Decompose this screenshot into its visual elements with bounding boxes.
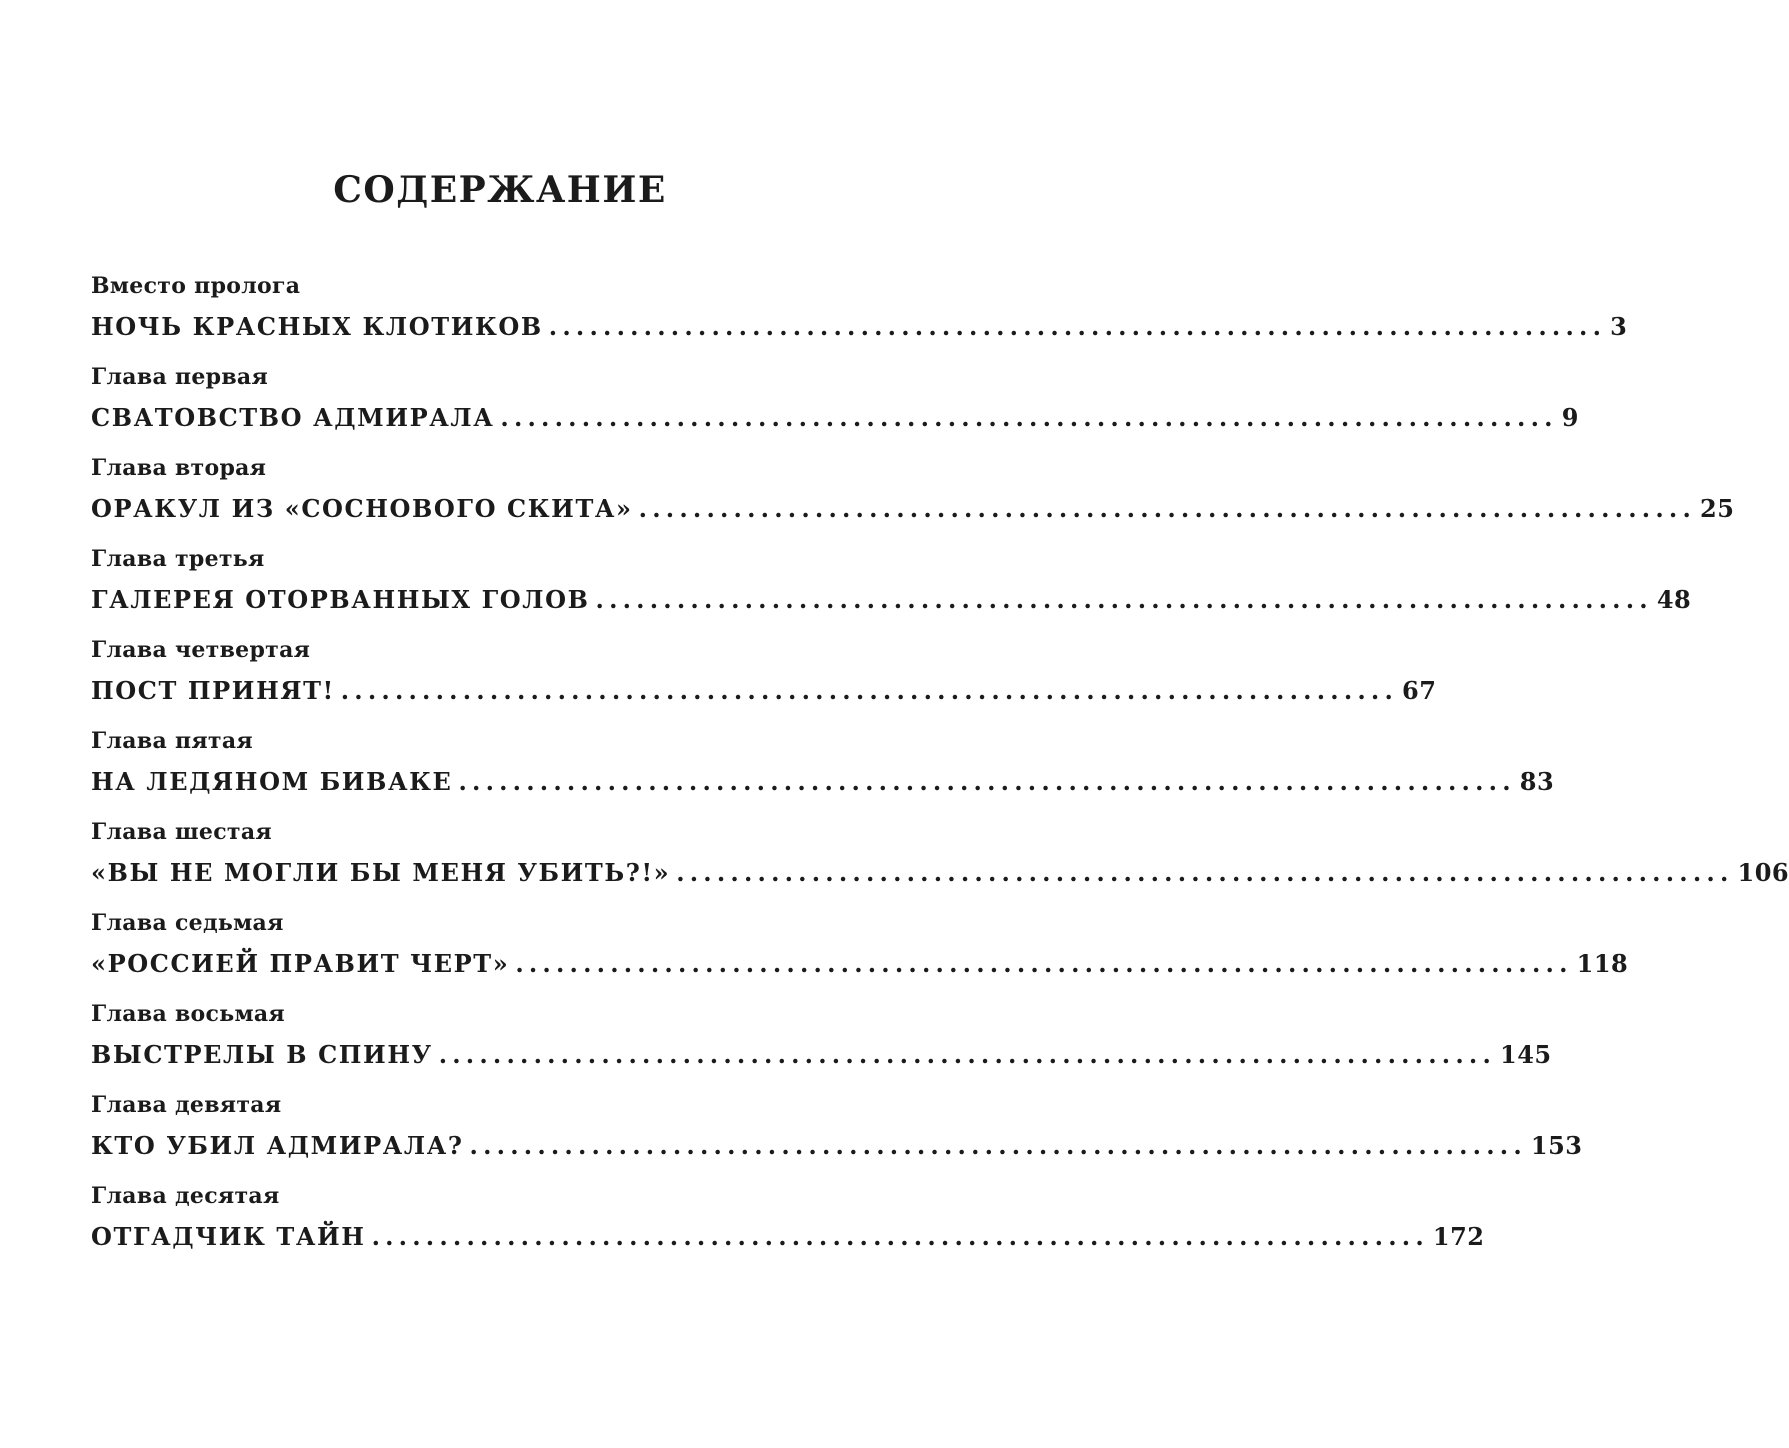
chapter-label: Глава шестая [91, 819, 272, 845]
toc-entry [91, 268, 1628, 359]
toc-entry [91, 723, 1555, 814]
chapter-line [91, 309, 1628, 345]
chapter-title: НОЧЬ КРАСНЫХ КЛОТИКОВ [91, 312, 543, 341]
chapter-line [91, 855, 1789, 891]
toc-entry [91, 632, 1437, 723]
dot-leader: .............................................................................. [469, 1131, 1527, 1160]
page-title: СОДЕРЖАНИЕ [333, 169, 667, 211]
dot-leader: .............................................................................. [548, 312, 1607, 341]
chapter-line [91, 582, 1692, 618]
toc-entry [91, 359, 1579, 450]
chapter-line [91, 673, 1437, 709]
chapter-title: ГАЛЕРЕЯ ОТОРВАННЫХ ГОЛОВ [91, 585, 590, 614]
page-number: 172 [1432, 1222, 1485, 1251]
chapter-label: Глава первая [91, 364, 269, 390]
toc-entry [91, 450, 1735, 541]
dot-leader: .............................................................................. [438, 1040, 1497, 1069]
dot-leader: .............................................................................. [371, 1222, 1429, 1251]
dot-leader: .............................................................................. [638, 494, 1696, 523]
chapter-line [91, 1219, 1485, 1255]
toc-entry [91, 996, 1552, 1087]
chapter-title: ВЫСТРЕЛЫ В СПИНУ [91, 1040, 433, 1069]
chapter-title: НА ЛЕДЯНОМ БИВАКЕ [91, 767, 453, 796]
page-number: 25 [1700, 494, 1735, 523]
chapter-line [91, 1128, 1583, 1164]
dot-leader: .............................................................................. [340, 676, 1399, 705]
chapter-line [91, 491, 1735, 527]
page-number: 83 [1519, 767, 1555, 796]
toc-entry [91, 905, 1629, 996]
chapter-label: Глава девятая [91, 1092, 282, 1118]
chapter-title: ОТГАДЧИК ТАЙН [91, 1222, 366, 1251]
chapter-label: Глава пятая [91, 728, 253, 754]
chapter-label: Вместо пролога [91, 273, 301, 299]
toc-entry [91, 814, 1789, 905]
dot-leader: .............................................................................. [676, 858, 1734, 887]
chapter-title: ПОСТ ПРИНЯТ! [91, 676, 335, 705]
dot-leader: .............................................................................. [515, 949, 1573, 978]
page-number: 67 [1402, 676, 1437, 705]
toc-list [91, 268, 1789, 1269]
page-number: 3 [1610, 312, 1628, 341]
chapter-label: Глава восьмая [91, 1001, 285, 1027]
chapter-title: ОРАКУЛ ИЗ «СОСНОВОГО СКИТА» [91, 494, 633, 523]
toc-entry [91, 1178, 1485, 1269]
page-number: 48 [1656, 585, 1692, 614]
page-number: 106 [1737, 858, 1789, 887]
dot-leader: .............................................................................. [500, 403, 1558, 432]
page-number: 9 [1561, 403, 1579, 432]
toc-entry [91, 541, 1692, 632]
chapter-line [91, 764, 1555, 800]
chapter-label: Глава седьмая [91, 910, 284, 936]
chapter-label: Глава десятая [91, 1183, 280, 1209]
chapter-title: «ВЫ НЕ МОГЛИ БЫ МЕНЯ УБИТЬ?!» [91, 858, 671, 887]
page-number: 153 [1530, 1131, 1583, 1160]
page-number: 118 [1576, 949, 1629, 978]
dot-leader: .............................................................................. [458, 767, 1516, 796]
chapter-label: Глава третья [91, 546, 265, 572]
chapter-label: Глава четвертая [91, 637, 311, 663]
chapter-line [91, 946, 1629, 982]
chapter-label: Глава вторая [91, 455, 267, 481]
chapter-line [91, 1037, 1552, 1073]
chapter-line [91, 400, 1579, 436]
dot-leader: .............................................................................. [595, 585, 1653, 614]
chapter-title: КТО УБИЛ АДМИРАЛА? [91, 1131, 464, 1160]
toc-entry [91, 1087, 1583, 1178]
chapter-title: «РОССИЕЙ ПРАВИТ ЧЕРТ» [91, 949, 510, 978]
chapter-title: СВАТОВСТВО АДМИРАЛА [91, 403, 495, 432]
page-number: 145 [1500, 1040, 1552, 1069]
